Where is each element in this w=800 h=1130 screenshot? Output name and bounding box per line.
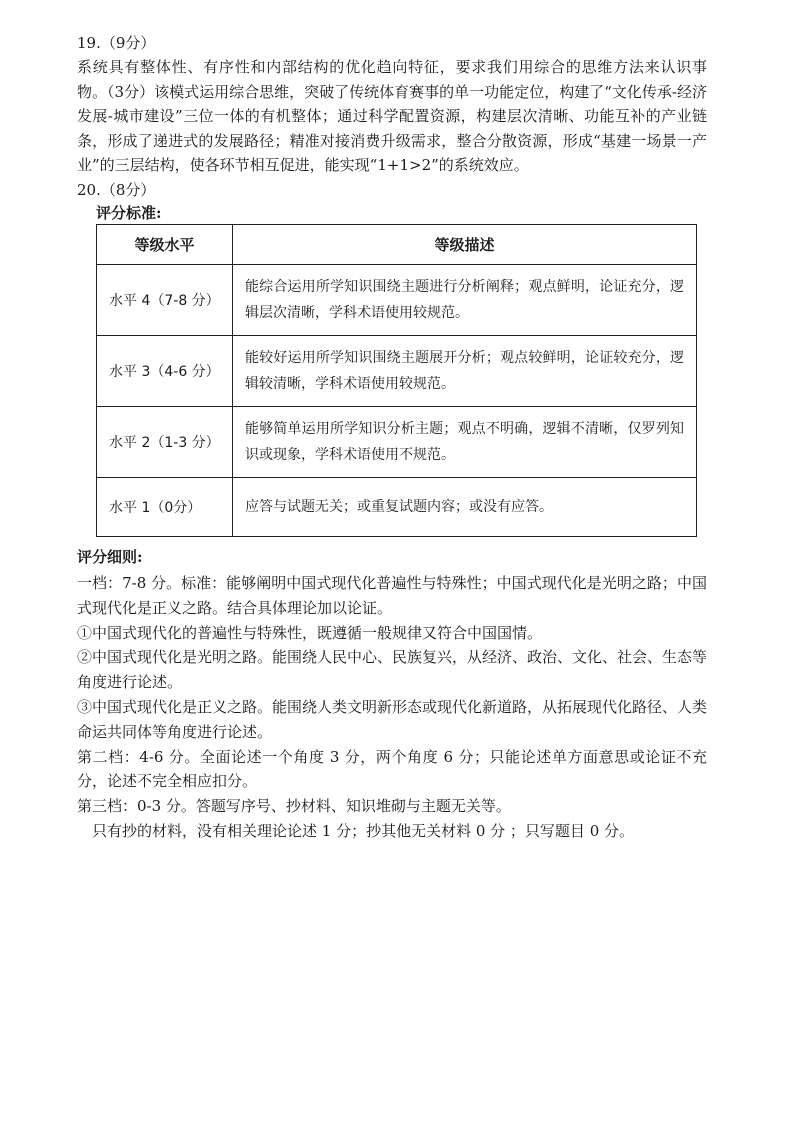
header-description: 等级描述 bbox=[233, 225, 697, 265]
table-row bbox=[97, 265, 697, 336]
detail-point-2: ②中国式现代化是光明之路。能围绕人民中心、民族复兴，从经济、政治、文化、社会、生态等角度进行论述。 bbox=[77, 648, 708, 692]
table-header-row bbox=[97, 225, 697, 265]
question-20-number: 20.（8分） bbox=[77, 181, 156, 199]
header-level: 等级水平 bbox=[97, 225, 233, 265]
detail-tier-2: 第二档：4-6 分。全面论述一个角度 3 分，两个角度 6 分；只能论述单方面意思或论证不充分，论述不完全相应扣分。 bbox=[77, 747, 707, 791]
question-19-text: 系统具有整体性、有序性和内部结构的优化趋向特征，要求我们用综合的思维方法来认识事物。（3分）该模式运用综合思维，突破了传统体育赛事的单一功能定位，构建了“文化传承-经济发展-城市建设”三位一体的有机整体；通过科学配置资源，构建层次清晰、功能互补的产业链条，形成了递进式的发展路径；精准对接消费升级需求，整合分散资源，形成“基建一场景一产业”的三层结构，使各环节相互促进，能实现“1+1>2”的系统效应。 bbox=[77, 58, 707, 175]
scoring-rubric-table bbox=[96, 224, 697, 537]
detail-tier-1: 一档：7-8 分。标准：能够阐明中国式现代化普遍性与特殊性；中国式现代化是光明之路；中国式现代化是正义之路。结合具体理论加以论证。 bbox=[77, 574, 707, 617]
scoring-details-title: 评分细则: bbox=[77, 548, 143, 566]
description-cell: 应答与试题无关；或重复试题内容；或没有应答。 bbox=[233, 478, 697, 537]
level-cell: 水平 4（7-8 分） bbox=[97, 265, 233, 336]
detail-note: 只有抄的材料，没有相关理论论述 1 分；抄其他无关材料 0 分 ；只写题目 0 分。 bbox=[92, 821, 635, 840]
description-cell: 能综合运用所学知识围绕主题进行分析阐释；观点鲜明，论证充分，逻辑层次清晰，学科术语使用较规范。 bbox=[233, 265, 697, 336]
table-row bbox=[97, 478, 697, 537]
level-cell: 水平 3（4-6 分） bbox=[97, 336, 233, 407]
table-row bbox=[97, 407, 697, 478]
detail-tier-3: 第三档：0-3 分。答题写序号、抄材料、知识堆砌与主题无关等。 bbox=[77, 797, 511, 816]
question-19-answer bbox=[77, 55, 707, 178]
level-cell: 水平 1（0分） bbox=[97, 478, 233, 537]
level-cell: 水平 2（1-3 分） bbox=[97, 407, 233, 478]
description-cell: 能够简单运用所学知识分析主题；观点不明确，逻辑不清晰，仅罗列知识或现象，学科术语使用不规范。 bbox=[233, 407, 697, 478]
detail-point-1: ①中国式现代化的普遍性与特殊性，既遵循一般规律又符合中国国情。 bbox=[77, 623, 543, 642]
description-cell: 能较好运用所学知识围绕主题展开分析；观点较鲜明，论证较充分，逻辑较清晰，学科术语使用较规范。 bbox=[233, 336, 697, 407]
scoring-details bbox=[77, 571, 707, 844]
question-19-number: 19.（9分） bbox=[77, 34, 156, 52]
scoring-criteria-title: 评分标准: bbox=[96, 204, 162, 222]
table-row bbox=[97, 336, 697, 407]
detail-point-3: ③中国式现代化是正义之路。能围绕人类文明新形态或现代化新道路，从拓展现代化路径、人类命运共同体等角度进行论述。 bbox=[77, 697, 708, 741]
